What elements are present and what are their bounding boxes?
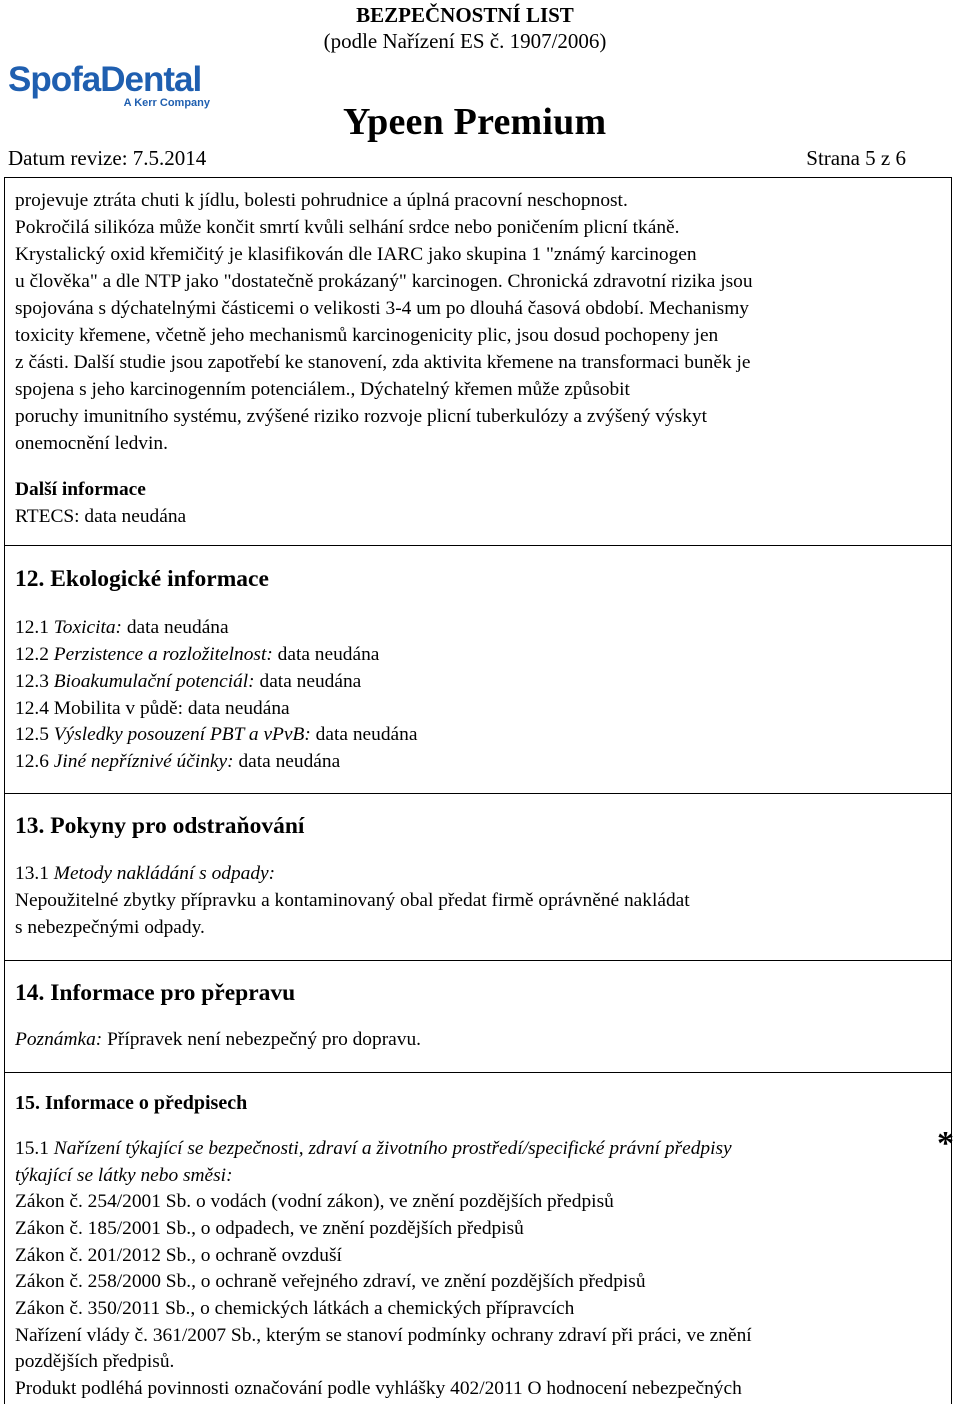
text-line: poruchy imunitního systému, zvýšené riziko rozvoje plicní tuberkulózy a zvýšený výskyt [15,406,707,427]
section-divider [4,793,952,794]
company-logo [8,62,218,112]
regulation-line: Zákon č. 350/2011 Sb., o chemických látkách a chemických přípravcích [15,1298,575,1319]
document-subtitle: (podle Nařízení ES č. 1907/2006) [323,29,607,53]
text-line: projevuje ztráta chuti k jídlu, bolesti pohrudnice a úplná pracovní neschopnost. [15,190,628,211]
section-divider [4,545,952,546]
regulation-line: Zákon č. 254/2001 Sb. o vodách (vodní zákon), ve znění pozdějších předpisů [15,1191,614,1212]
text-line: spojena s jeho karcinogenním potenciálem., Dýchatelný křemen může způsobit [15,379,630,400]
regulation-line: Zákon č. 258/2000 Sb., o ochraně veřejného zdraví, ve znění pozdějších předpisů [15,1271,646,1292]
toxicology-text [15,187,753,457]
section-15-heading: 15. Informace o předpisech [15,1092,248,1114]
waste-methods-label: 13.1 Metody nakládání s odpady: [15,863,276,884]
revision-date: Datum revize: 7.5.2014 [8,146,207,170]
product-name: Ypeen Premium [343,101,607,143]
text-line: toxicity křemene, včetně jeho mechanismů karcinogenicity plic, jsou dosud pochopeny jen [15,325,719,346]
regulation-line: Nařízení vlády č. 361/2007 Sb., kterým se stanoví podmínky ochrany zdraví při práci, ve znění [15,1325,752,1346]
logo-sub-text: A Kerr Company [123,97,210,109]
eco-item-12-6: 12.6 Jiné nepříznivé účinky: data neudána [15,751,341,772]
change-mark: * [937,1125,954,1162]
text-line: s nebezpečnými odpady. [15,917,205,938]
eco-item-12-2: 12.2 Perzistence a rozložitelnost: data neudána [15,644,380,665]
regulation-line: Produkt podléhá povinnosti označování podle vyhlášky 402/2011 O hodnocení nebezpečných [15,1378,742,1399]
transport-note: Poznámka: Přípravek není nebezpečný pro dopravu. [15,1029,422,1050]
regulations-label: 15.1 Nařízení týkající se bezpečnosti, zdraví a životního prostředí/specifické právní předpisy [15,1138,732,1159]
further-info-heading: Další informace [15,479,146,500]
regulations-label-cont: týkající se látky nebo směsi: [15,1165,233,1186]
regulation-line: Zákon č. 201/2012 Sb., o ochraně ovzduší [15,1245,342,1266]
section-12-heading: 12. Ekologické informace [15,566,269,592]
text-line: u člověka" a dle NTP jako "dostatečně prokázaný" karcinogen. Chronická zdravotní rizika jsou [15,271,753,292]
section-13-heading: 13. Pokyny pro odstraňování [15,813,305,839]
eco-item-12-4: 12.4 Mobilita v půdě: data neudána [15,698,290,719]
eco-item-12-3: 12.3 Bioakumulační potenciál: data neudána [15,671,362,692]
section-divider [4,1072,952,1073]
text-line: onemocnění ledvin. [15,433,168,454]
section-divider [4,960,952,961]
logo-main-text: SpofaDental [8,60,202,99]
rtecs-line: RTECS: data neudána [15,506,187,527]
regulation-line: Zákon č. 185/2001 Sb., o odpadech, ve znění pozdějších předpisů [15,1218,524,1239]
eco-item-12-1: 12.1 Toxicita: data neudána [15,617,229,638]
section-14-heading: 14. Informace pro přepravu [15,980,296,1006]
text-line: Pokročilá silikóza může končit smrtí kvůli selhání srdce nebo poničením plicní tkáně. [15,217,680,238]
text-line: Nepoužitelné zbytky přípravku a kontaminovaný obal předat firmě oprávněné nakládat [15,890,690,911]
text-line: spojována s dýchatelnými částicemi o velikosti 3-4 um po dlouhá časová období. Mechanismy [15,298,750,319]
text-line: Krystalický oxid křemičitý je klasifikován dle IARC jako skupina 1 "známý karcinogen [15,244,697,265]
regulation-line: pozdějších předpisů. [15,1351,175,1372]
document-title: BEZPEČNOSTNÍ LIST [356,3,574,27]
eco-item-12-5: 12.5 Výsledky posouzení PBT a vPvB: data neudána [15,724,418,745]
page-number: Strana 5 z 6 [806,146,906,170]
text-line: z části. Další studie jsou zapotřebí ke stanovení, zda aktivita křemene na transformaci buněk je [15,352,751,373]
